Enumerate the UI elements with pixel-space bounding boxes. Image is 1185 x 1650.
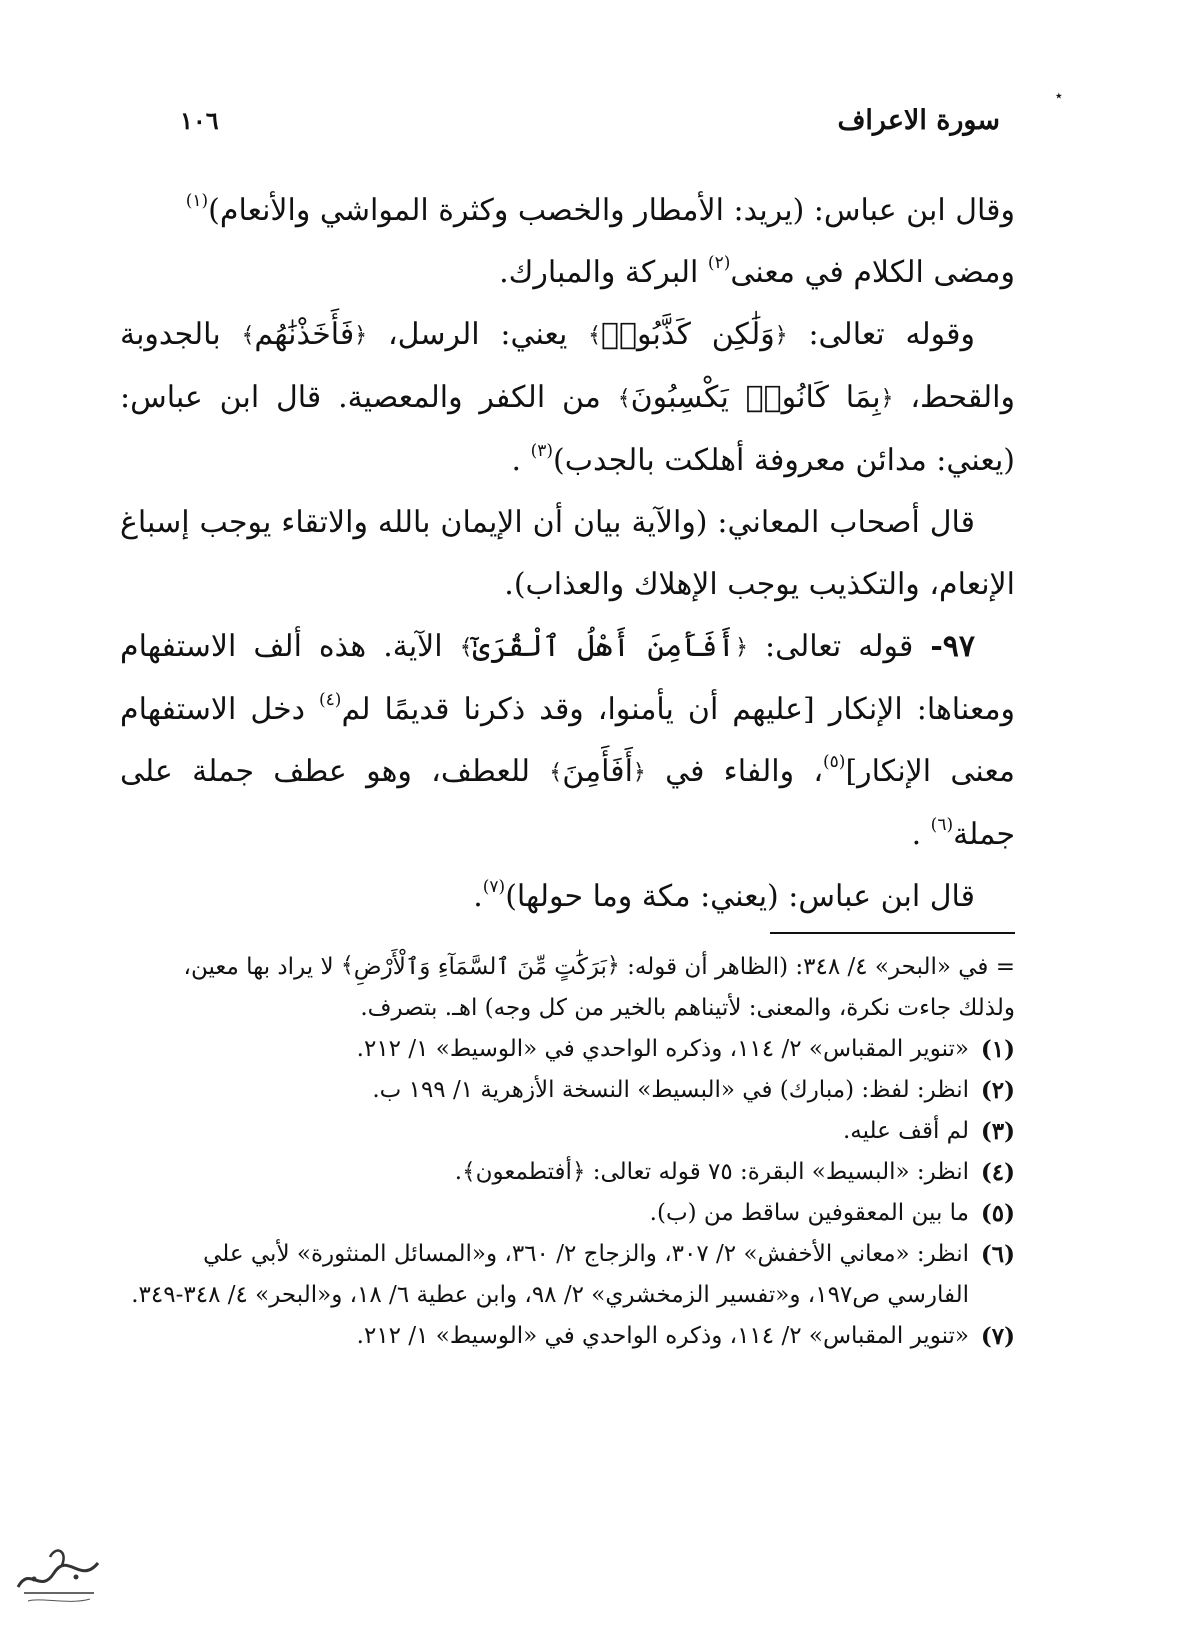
text-run: البركة والمبارك. xyxy=(499,255,708,290)
text-run: للعطف، وهو عطف جملة على جملة xyxy=(120,754,1015,852)
quran-quote: فَأَخَذْنَٰهُم xyxy=(254,317,355,352)
quran-quote: بَرَكَٰتٍ مِّنَ ٱلسَّمَآءِ وَٱلْأَرْضِ xyxy=(353,954,607,980)
text-run: دخل الاستفهام معنى الإنكار] xyxy=(120,692,1015,789)
paragraph-1 xyxy=(120,180,1015,304)
footnote-item xyxy=(120,1070,1015,1111)
text-run: لا يراد بها معين، ولذلك جاءت نكرة، والمعنى: لأتيناهم بالخير من كل وجه) اهـ. بتصرف. xyxy=(183,954,1015,1021)
text-run: . xyxy=(511,443,531,478)
text-run: بالجدوبة والقحط، xyxy=(120,317,1016,415)
paragraph-4 xyxy=(120,616,1015,866)
footnote-number: (٤) xyxy=(980,1159,1015,1186)
footnote-number: (١) xyxy=(980,1036,1015,1063)
footnote-ref-5: (٥) xyxy=(823,752,846,772)
paragraph-2 xyxy=(120,304,1015,492)
text-run: وقال ابن عباس: (يريد: الأمطار والخصب وكثرة المواشي والأنعام) xyxy=(208,193,1015,228)
footnote-item xyxy=(120,1193,1015,1234)
footnote-number: (٣) xyxy=(980,1118,1015,1145)
ornate-bracket-open: ﴿ xyxy=(735,635,748,660)
footnote-text: «تنوير المقباس» ٢/ ١١٤، وذكره الواحدي في «الوسيط» ١/ ٢١٢. xyxy=(356,1323,969,1349)
text-run: . xyxy=(911,817,931,852)
page-number: ١٠٦ xyxy=(180,105,219,135)
quran-quote: بِمَا كَانُوا۟ يَكْسِبُونَ xyxy=(630,380,881,415)
ornate-bracket-open: ﴿ xyxy=(354,323,368,348)
text-run: قوله تعالى: xyxy=(747,629,931,664)
text-run: من الكفر والمعصية. قال ابن عباس: (يعني: مدائن معروفة أهلكت بالجدب) xyxy=(120,380,1015,478)
ornate-bracket-open: ﴿ xyxy=(632,760,646,785)
ornate-bracket-close: ﴾ xyxy=(459,635,473,660)
ornate-bracket-close: ﴾ xyxy=(549,760,563,785)
footnote-item xyxy=(120,1152,1015,1193)
footnote-ref-3: (٣) xyxy=(530,441,554,461)
text-run: ومضى الكلام في معنى xyxy=(730,255,1015,290)
footnote-text: لم أقف عليه. xyxy=(842,1118,969,1144)
footnote-ref-6: (٦) xyxy=(930,815,954,835)
footnote-item xyxy=(120,1316,1015,1357)
text-run: قال أصحاب المعاني: (والآية بيان أن الإيمان بالله والاتقاء يوجب إسباغ الإنعام، والتكذيب يوجب الإهلاك والعذاب). xyxy=(120,505,1015,602)
ornate-bracket-close: ﴾ xyxy=(340,953,354,978)
footnote-number: (٥) xyxy=(980,1200,1015,1227)
footnote-text: انظر: «البسيط» البقرة: ٧٥ قوله تعالى: ﴿أفتطمعون﴾. xyxy=(454,1159,969,1185)
ornate-bracket-close: ﴾ xyxy=(617,386,631,411)
page-header xyxy=(180,100,1000,140)
text-run: . xyxy=(473,879,483,914)
footnote-text: انظر: لفظ: (مبارك) في «البسيط» النسخة الأزهرية ١/ ١٩٩ ب. xyxy=(372,1077,969,1103)
footnote-number: (٧) xyxy=(980,1323,1015,1350)
quran-quote: أَفَأَمِنَ أَهْلُ ٱلْقُرَىٰٓ xyxy=(472,629,736,664)
text-run: قال ابن عباس: (يعني: مكة وما حولها) xyxy=(505,879,975,914)
paragraph-5 xyxy=(120,866,1015,928)
ornate-bracket-close: ﴾ xyxy=(241,323,255,348)
verse-number: ٩٧- xyxy=(930,629,975,664)
footnote-ref-2: (٢) xyxy=(707,253,731,273)
text-run: الآية. هذه ألف الاستفهام ومعناها: الإنكار [عليهم أن يأمنوا، وقد ذكرنا قديمًا لم xyxy=(120,629,1015,727)
footnote-text: ما بين المعقوفين ساقط من (ب). xyxy=(649,1200,969,1226)
paragraph-3 xyxy=(120,492,1015,616)
text-run: = في «البحر» ٤/ ٣٤٨: (الظاهر أن قوله: xyxy=(619,954,1015,980)
footnote-ref-7: (٧) xyxy=(482,877,506,897)
footnote-text: انظر: «معاني الأخفش» ٢/ ٣٠٧، والزجاج ٢/ ٣٦٠، و«المسائل المنثورة» لأبي علي الفارسي ص١٩٧، و«تفسير الزمخشري» ٢/ ٩٨، وابن عطية ٦/ ١٨، و«البحر» ٤/ ٣٤٨-٣٤٩. xyxy=(131,1241,969,1308)
main-text xyxy=(120,180,1015,928)
footnote-separator xyxy=(770,932,1015,934)
text-run: يعني: الرسل، xyxy=(367,317,589,352)
running-title: سورة الاعراف xyxy=(837,104,1000,136)
footnote-item xyxy=(120,1029,1015,1070)
footnote-ref-1: (١) xyxy=(185,191,209,211)
footnote-ref-4: (٤) xyxy=(319,690,342,710)
corner-mark: ٭ xyxy=(1055,88,1063,104)
footnotes xyxy=(120,945,1015,1357)
footnote-item xyxy=(120,1111,1015,1152)
quran-quote: أَفَأَمِنَ xyxy=(562,754,633,789)
footnote-text: «تنوير المقباس» ٢/ ١١٤، وذكره الواحدي في «الوسيط» ١/ ٢١٢. xyxy=(356,1036,969,1062)
ornate-bracket-open: ﴿ xyxy=(774,323,788,348)
ornate-bracket-open: ﴿ xyxy=(880,386,894,411)
watermark-logo xyxy=(10,1535,105,1610)
footnote-continuation xyxy=(120,945,1015,1029)
text-run: وقوله تعالى: xyxy=(787,317,976,352)
ornate-bracket-open: ﴿ xyxy=(606,953,620,978)
footnote-item xyxy=(120,1234,1015,1316)
quran-quote: وَلَٰكِن كَذَّبُوا۟ xyxy=(601,317,775,352)
text-run: ، والفاء في xyxy=(645,754,824,789)
ornate-bracket-close: ﴾ xyxy=(588,323,602,348)
footnote-number: (٢) xyxy=(980,1077,1015,1104)
footnote-number: (٦) xyxy=(980,1241,1015,1268)
